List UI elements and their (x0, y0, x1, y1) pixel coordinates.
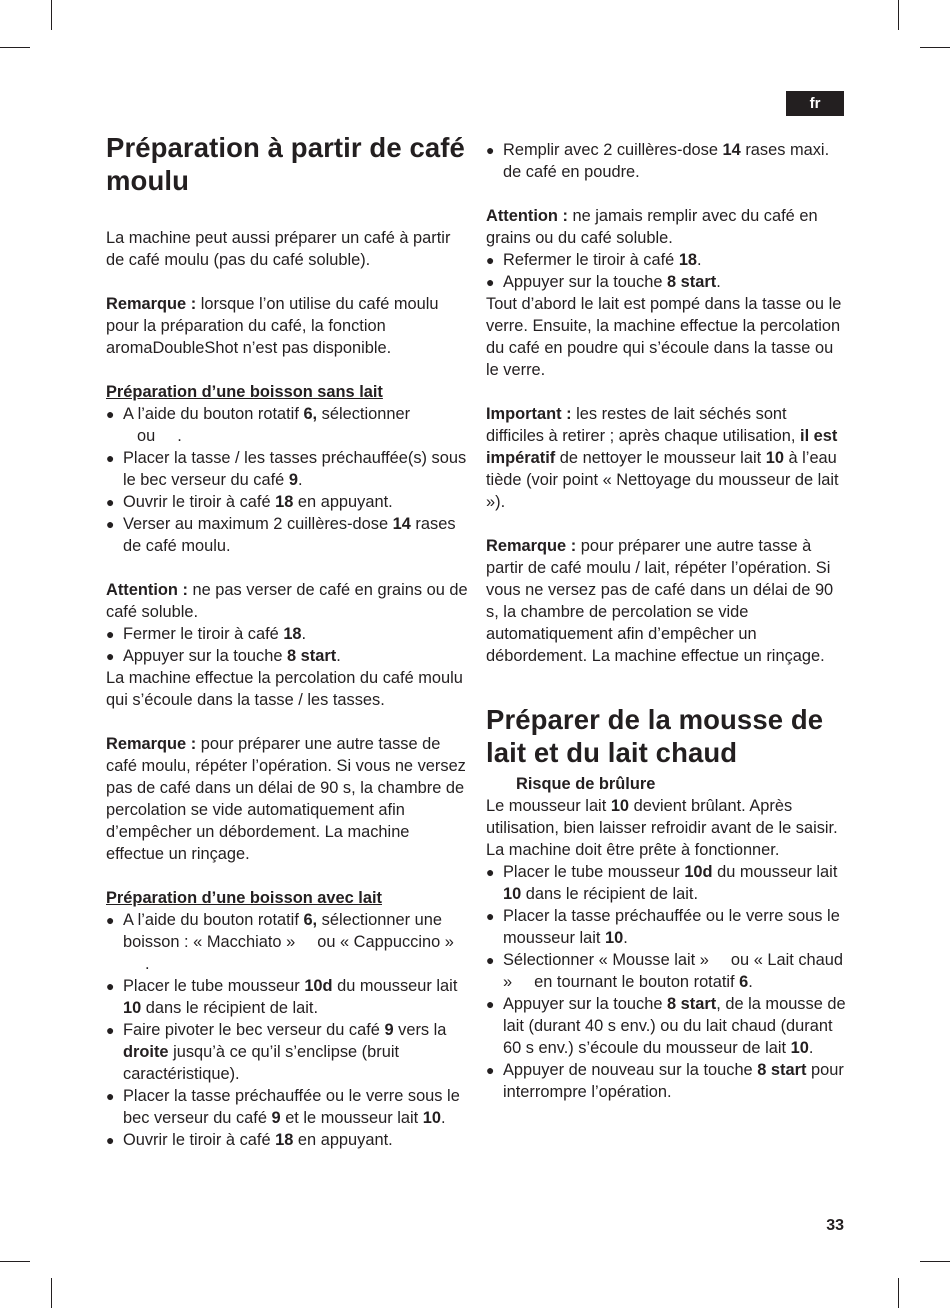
list-item: ● A l’aide du bouton rotatif 6, sélectionner ou . (106, 403, 471, 447)
list-item: ● A l’aide du bouton rotatif 6, sélectionner une boisson : « Macchiato » ou « Cappuccino ». (106, 909, 471, 975)
warning-text: Le mousseur lait 10 devient brûlant. Après utilisation, bien laisser refroidir avant de le saisir. (486, 797, 838, 837)
list-item: ● Remplir avec 2 cuillères-dose 14 rases maxi. de café en poudre. (486, 139, 848, 183)
attention-paragraph: Attention : ne pas verser de café en grains ou de café soluble. (106, 581, 468, 621)
list-item: ● Placer le tube mousseur 10d du mousseur lait 10 dans le récipient de lait. (486, 861, 848, 905)
subsection-heading: Préparation d’une boisson sans lait (106, 383, 383, 401)
section-title: Préparer de la mousse de lait et du lait chaud (486, 704, 824, 768)
list-item: ● Placer la tasse préchauffée ou le verre sous le bec verseur du café 9 et le mousseur lait 10. (106, 1085, 471, 1129)
page-number: 33 (826, 1217, 844, 1234)
crop-mark (898, 1278, 899, 1308)
attention-paragraph: Attention : ne jamais remplir avec du café en grains ou du café soluble. (486, 207, 818, 247)
intro-paragraph: La machine peut aussi préparer un café à partir de café moulu (pas du café soluble). (106, 229, 451, 269)
section-title: Préparation à partir de café moulu (106, 132, 465, 196)
list-item: ● Sélectionner « Mousse lait » ou « Lait chaud » en tournant le bouton rotatif 6. (486, 949, 848, 993)
crop-mark (898, 0, 899, 30)
list-item: ● Fermer le tiroir à café 18. (106, 623, 471, 645)
list-item: ● Placer le tube mousseur 10d du mousseur lait 10 dans le récipient de lait. (106, 975, 471, 1019)
list-item: ● Placer la tasse préchauffée ou le verre sous le mousseur lait 10. (486, 905, 848, 949)
crop-mark (920, 47, 950, 48)
crop-mark (51, 0, 52, 30)
important-paragraph: Important : les restes de lait séchés sont difficiles à retirer ; après chaque utilisation, il est impératif de nettoyer le mousseur lait 10 à l’eau tiède (voir point « Nettoyage du mousseur de lait »). (486, 405, 839, 511)
list-item: ● Appuyer sur la touche 8 start, de la mousse de lait (durant 40 s env.) ou du lait chaud (durant 60 s env.) s’écoule du mousseur de lait 10. (486, 993, 848, 1059)
note-paragraph: Remarque : pour préparer une autre tasse de café moulu, répéter l’opération. Si vous ne versez pas de café dans un délai de 90 s, la chambre de percolation se vide automatiquement afin d’empêcher un débordement. La machine effectue un rinçage. (106, 735, 466, 863)
language-badge: fr (786, 91, 844, 116)
crop-mark (51, 1278, 52, 1308)
list-item: ● Verser au maximum 2 cuillères-dose 14 rases de café moulu. (106, 513, 471, 557)
right-column (486, 139, 848, 1103)
list-item: ● Appuyer sur la touche 8 start. (106, 645, 471, 667)
list-item: ● Placer la tasse / les tasses préchauffée(s) sous le bec verseur du café 9. (106, 447, 471, 491)
subsection-heading: Préparation d’une boisson avec lait (106, 889, 382, 907)
body-paragraph: Tout d’abord le lait est pompé dans la tasse ou le verre. Ensuite, la machine effectue la percolation du café en poudre qui s’écoule dans la tasse ou le verre. (486, 295, 842, 379)
list-item: ● Faire pivoter le bec verseur du café 9 vers la droite jusqu’à ce qu’il s’enclipse (bruit caractéristique). (106, 1019, 471, 1085)
left-column (106, 131, 471, 1151)
crop-mark (0, 1261, 30, 1262)
list-item: ● Appuyer sur la touche 8 start. (486, 271, 848, 293)
crop-mark (920, 1261, 950, 1262)
warning-title: Risque de brûlure (516, 775, 656, 793)
body-paragraph: La machine doit être prête à fonctionner. (486, 841, 780, 859)
list-item: ● Ouvrir le tiroir à café 18 en appuyant. (106, 1129, 471, 1151)
list-item: ● Ouvrir le tiroir à café 18 en appuyant. (106, 491, 471, 513)
list-item: ● Appuyer de nouveau sur la touche 8 start pour interrompre l’opération. (486, 1059, 848, 1103)
body-paragraph: La machine effectue la percolation du café moulu qui s’écoule dans la tasse / les tasses. (106, 669, 463, 709)
list-item: ● Refermer le tiroir à café 18. (486, 249, 848, 271)
crop-mark (0, 47, 30, 48)
note-paragraph: Remarque : pour préparer une autre tasse à partir de café moulu / lait, répéter l’opération. Si vous ne versez pas de café dans un délai de 90 s, la chambre de percolation se vide automatiquement afin d’empêcher un débordement. La machine effectue un rinçage. (486, 537, 834, 665)
note-paragraph: Remarque : lorsque l’on utilise du café moulu pour la préparation du café, la fonction aromaDoubleShot n’est pas disponible. (106, 295, 439, 357)
